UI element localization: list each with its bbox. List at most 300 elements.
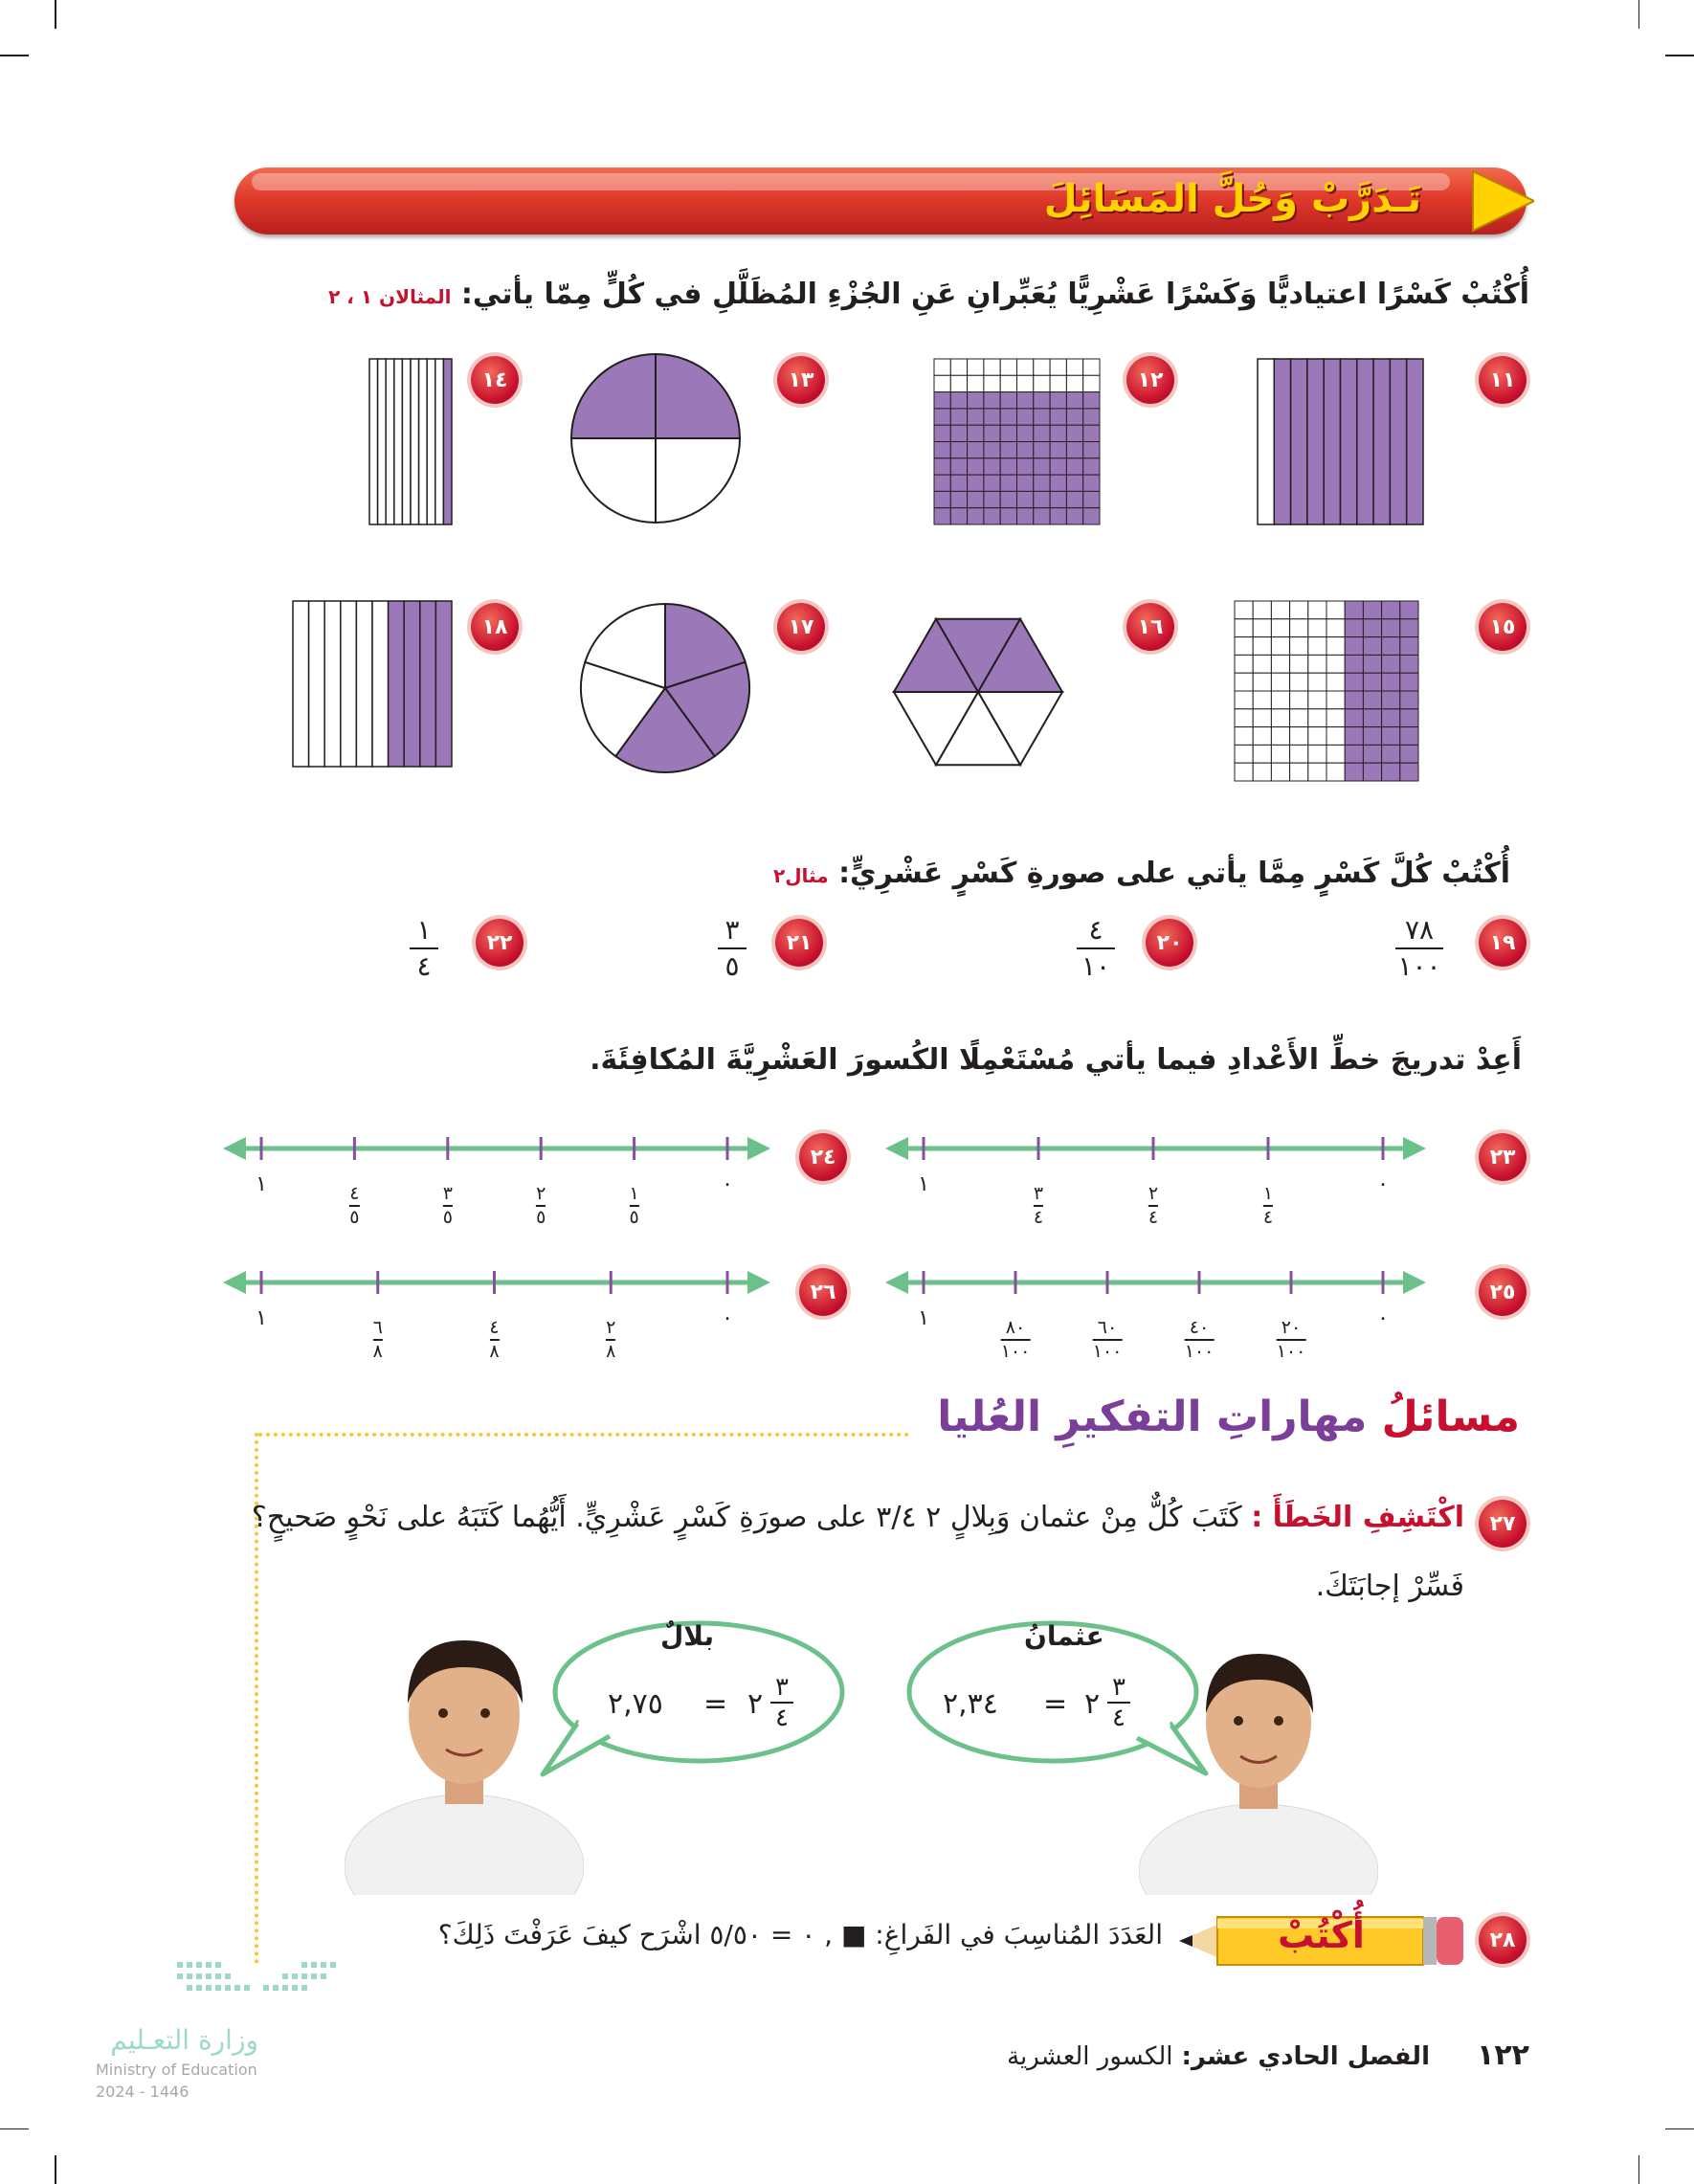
q27-question: كَتَبَ كُلٌّ مِنْ عثمان وَبِلالٍ ٢ ٣/٤ على صورَةِ كَسْرٍ عَشْرِيٍّ. أَيُّهُما كَتَبَهُ على نَحْوٍ صَحيحٍ؟	[251, 1501, 1242, 1534]
grid-cell	[1066, 508, 1082, 524]
equals-sign: =	[1043, 1687, 1068, 1721]
grid-cell	[1363, 619, 1381, 637]
grid-cell	[950, 458, 967, 475]
dotted-guide-line	[258, 1433, 909, 1437]
grid-cell	[1083, 409, 1100, 425]
grid-cell	[1326, 637, 1345, 656]
grid-cell	[968, 392, 984, 409]
grid-cell	[1066, 409, 1082, 425]
grid-cell	[934, 491, 950, 507]
hundreds-grid-shape	[1234, 600, 1419, 782]
grid-cell	[950, 475, 967, 491]
grid-cell	[1382, 673, 1400, 691]
grid-cell	[1253, 709, 1271, 727]
grid-cell	[1066, 392, 1082, 409]
grid-cell	[1308, 637, 1326, 656]
crop-mark	[0, 55, 29, 56]
denominator: ٤	[775, 1704, 789, 1732]
grid-cell	[1382, 655, 1400, 673]
ministry-name-ar: وزارة التعـليم	[110, 2024, 258, 2056]
tick-label-fraction: ١ ٥	[629, 1183, 639, 1228]
grid-cell	[1000, 425, 1016, 441]
grid-cell	[1345, 709, 1363, 727]
tick-label-fraction: ٣ ٥	[442, 1183, 453, 1228]
fraction	[718, 914, 747, 982]
hots-title-b: مهاراتِ التفكيرِ العُليا	[937, 1393, 1368, 1441]
numerator: ٧٨	[1404, 914, 1435, 946]
tick-label-fraction: ٢٠ ١٠٠	[1276, 1317, 1306, 1362]
tenth-strip	[389, 601, 405, 767]
crop-mark	[1638, 2155, 1640, 2184]
grid-cell	[1235, 727, 1253, 746]
tenth-strip	[402, 359, 411, 524]
tenths-strip-shape	[292, 600, 453, 768]
grid-cell	[1363, 745, 1381, 763]
grid-cell	[1290, 727, 1308, 746]
tick-label-one: ١	[256, 1172, 267, 1196]
grid-cell	[1034, 375, 1050, 391]
grid-cell	[1034, 442, 1050, 458]
grid-cell	[1271, 673, 1289, 691]
arrow-right-icon	[1403, 1271, 1426, 1294]
grid-cell	[1235, 601, 1253, 619]
grid-cell	[1308, 619, 1326, 637]
grid-cell	[1253, 619, 1271, 637]
ministry-logo-icon	[177, 1952, 340, 2005]
grid-cell	[1253, 727, 1271, 746]
grid-cell	[1050, 409, 1066, 425]
question-number: ١٧	[777, 603, 825, 651]
grid-cell	[950, 392, 967, 409]
grid-cell	[1345, 637, 1363, 656]
tick-label-one: ١	[918, 1306, 929, 1330]
question-number: ١٣	[777, 356, 825, 404]
instruction-3	[182, 1043, 1522, 1077]
grid-cell	[1271, 601, 1289, 619]
grid-cell	[1235, 745, 1253, 763]
grid-cell	[1290, 691, 1308, 709]
tenth-strip	[1357, 359, 1373, 524]
bubble-name-othman: عثمانُ	[1024, 1620, 1104, 1652]
grid-cell	[968, 409, 984, 425]
tenth-strip	[1407, 359, 1423, 524]
question-number: ٢٧	[1479, 1500, 1527, 1548]
fraction	[410, 914, 438, 982]
grid-cell	[984, 392, 1000, 409]
question-number: ١٨	[471, 603, 519, 651]
grid-cell	[950, 359, 967, 375]
grid-cell	[1382, 709, 1400, 727]
student-illustration-bilal	[345, 1608, 584, 1895]
tenth-strip	[1390, 359, 1406, 524]
grid-cell	[1034, 508, 1050, 524]
tenth-strip	[435, 359, 444, 524]
grid-cell	[1017, 392, 1034, 409]
q27-text2: فَسِّرْ إجابَتَكَ.	[1315, 1570, 1464, 1603]
grid-cell	[984, 425, 1000, 441]
grid-cell	[1050, 508, 1066, 524]
tenth-strip	[1324, 359, 1340, 524]
grid-cell	[1235, 637, 1253, 656]
number-line	[885, 1263, 1426, 1369]
tenth-strip	[369, 359, 378, 524]
grid-cell	[1083, 508, 1100, 524]
grid-cell	[1290, 637, 1308, 656]
grid-cell	[1400, 673, 1418, 691]
denominator: ٤	[416, 950, 432, 982]
question-number: ١٦	[1126, 603, 1174, 651]
grid-cell	[1382, 619, 1400, 637]
grid-cell	[1235, 655, 1253, 673]
grid-cell	[1050, 392, 1066, 409]
tenth-strip	[372, 601, 389, 767]
fraction	[1395, 914, 1443, 982]
grid-cell	[1345, 619, 1363, 637]
grid-cell	[1066, 425, 1082, 441]
grid-cell	[1345, 727, 1363, 746]
tick-label-zero: ٠	[722, 1172, 733, 1196]
tenth-strip	[309, 601, 325, 767]
tenth-strip	[411, 359, 419, 524]
tenth-strip	[324, 601, 341, 767]
grid-cell	[1034, 458, 1050, 475]
grid-cell	[1034, 392, 1050, 409]
grid-cell	[1017, 425, 1034, 441]
grid-cell	[968, 425, 984, 441]
grid-cell	[950, 425, 967, 441]
q27-text	[220, 1501, 1464, 1534]
grid-cell	[1017, 491, 1034, 507]
question-number: ٢٢	[476, 919, 524, 967]
instruction-2-ref: مثال٢	[772, 864, 829, 887]
grid-cell	[1235, 763, 1253, 781]
grid-cell	[1290, 763, 1308, 781]
grid-cell	[1066, 458, 1082, 475]
grid-cell	[1308, 727, 1326, 746]
instruction-1	[189, 278, 1529, 311]
question-number: ٢٤	[799, 1133, 847, 1181]
grid-cell	[1017, 375, 1034, 391]
decimal-value: ٢,٣٤	[943, 1687, 998, 1721]
grid-cell	[1382, 727, 1400, 746]
tick-label-fraction: ٤ ٥	[349, 1183, 360, 1228]
grid-cell	[1290, 619, 1308, 637]
tick-label-fraction: ٣ ٤	[1033, 1183, 1044, 1228]
grid-cell	[1000, 409, 1016, 425]
grid-cell	[1271, 655, 1289, 673]
tick-label-fraction: ٤٠ ١٠٠	[1184, 1317, 1215, 1362]
grid-cell	[1253, 655, 1271, 673]
tick-label-fraction: ١ ٤	[1262, 1183, 1274, 1228]
grid-cell	[1083, 425, 1100, 441]
grid-cell	[1034, 491, 1050, 507]
grid-cell	[1017, 442, 1034, 458]
grid-cell	[1050, 491, 1066, 507]
circle-sector	[656, 354, 740, 438]
grid-cell	[984, 359, 1000, 375]
chapter-label: الفصل الحادي عشر:	[1181, 2042, 1430, 2071]
grid-cell	[1066, 491, 1082, 507]
grid-cell	[1326, 619, 1345, 637]
grid-cell	[1382, 745, 1400, 763]
grid-cell	[1000, 442, 1016, 458]
grid-cell	[1253, 601, 1271, 619]
tenth-strip	[420, 601, 436, 767]
grid-cell	[1290, 655, 1308, 673]
tick-label-fraction: ٤ ٨	[489, 1317, 500, 1362]
grid-cell	[934, 475, 950, 491]
grid-cell	[1034, 425, 1050, 441]
numerator: ٣	[775, 1673, 789, 1702]
whole-number: ٢	[1084, 1687, 1101, 1721]
grid-cell	[1400, 637, 1418, 656]
tenth-strip	[356, 601, 372, 767]
grid-cell	[1050, 458, 1066, 475]
grid-cell	[950, 442, 967, 458]
grid-cell	[1083, 375, 1100, 391]
tenths-strip-shape	[368, 358, 453, 525]
tick-label-fraction: ٢ ٥	[536, 1183, 546, 1228]
grid-cell	[1363, 691, 1381, 709]
grid-cell	[1326, 673, 1345, 691]
grid-cell	[1235, 691, 1253, 709]
grid-cell	[934, 392, 950, 409]
grid-cell	[1034, 359, 1050, 375]
grid-cell	[1290, 709, 1308, 727]
question-number: ٢٥	[1479, 1268, 1527, 1316]
bubble-name-bilal: بلالٌ	[660, 1620, 715, 1652]
crop-mark	[1665, 55, 1694, 56]
footer	[1007, 2039, 1529, 2072]
tenth-strip	[394, 359, 403, 524]
tick-label-one: ١	[918, 1172, 929, 1196]
grid-cell	[1066, 442, 1082, 458]
circle-fifths-shape	[578, 601, 752, 775]
grid-cell	[1308, 601, 1326, 619]
grid-cell	[1400, 709, 1418, 727]
grid-cell	[1345, 745, 1363, 763]
grid-cell	[1000, 491, 1016, 507]
triangle-marker-icon	[1465, 169, 1534, 233]
tick-label-fraction: ٨٠ ١٠٠	[1000, 1317, 1031, 1362]
tick-label-fraction: ٦٠ ١٠٠	[1092, 1317, 1123, 1362]
grid-cell	[1326, 709, 1345, 727]
grid-cell	[1290, 601, 1308, 619]
circle-quarters-shape	[568, 351, 743, 525]
tick-label-zero: ٠	[1377, 1172, 1389, 1196]
instruction-3-text: أَعِدْ تدريجَ خطِّ الأَعْدادِ فيما يأتي مُسْتَعْمِلًا الكُسورَ العَشْرِيَّةَ المُكافِئَةَ.	[590, 1043, 1522, 1077]
grid-cell	[1290, 745, 1308, 763]
grid-cell	[1000, 375, 1016, 391]
grid-cell	[1050, 425, 1066, 441]
tick-label-fraction: ٦ ٨	[372, 1317, 383, 1362]
question-number: ٢٠	[1146, 919, 1193, 967]
banner-title: تَـدَرَّبْ وَحُلَّ المَسَائِلَ	[1043, 177, 1421, 221]
tick-label-fraction: ٢ ٤	[1148, 1183, 1159, 1228]
grid-cell	[968, 458, 984, 475]
question-number: ١٩	[1479, 919, 1527, 967]
tenth-strip	[435, 601, 452, 767]
grid-cell	[1345, 673, 1363, 691]
grid-cell	[1017, 359, 1034, 375]
tenth-strip	[341, 601, 357, 767]
grid-cell	[1034, 409, 1050, 425]
question-number: ١٥	[1479, 603, 1527, 651]
grid-cell	[1083, 359, 1100, 375]
number-line	[885, 1129, 1426, 1235]
grid-cell	[1363, 763, 1381, 781]
grid-cell	[1066, 359, 1082, 375]
grid-cell	[968, 508, 984, 524]
tenth-strip	[1258, 359, 1274, 524]
grid-cell	[1290, 673, 1308, 691]
grid-cell	[1363, 601, 1381, 619]
hundreds-grid-shape	[933, 358, 1101, 525]
arrow-right-icon	[1403, 1137, 1426, 1160]
denominator: ١٠٠	[1397, 950, 1441, 982]
tick-label-fraction: ٢ ٨	[606, 1317, 616, 1362]
grid-cell	[950, 508, 967, 524]
grid-cell	[1363, 655, 1381, 673]
grid-cell	[1034, 475, 1050, 491]
grid-cell	[1050, 442, 1066, 458]
grid-cell	[968, 491, 984, 507]
pencil-label: أُكْتُبْ	[1278, 1914, 1365, 1956]
grid-cell	[950, 375, 967, 391]
grid-cell	[1083, 442, 1100, 458]
tenth-strip	[443, 359, 452, 524]
question-number: ٢٨	[1479, 1916, 1527, 1964]
tenth-strip	[404, 601, 420, 767]
grid-cell	[984, 475, 1000, 491]
grid-cell	[1066, 375, 1082, 391]
tenth-strip	[378, 359, 387, 524]
grid-cell	[1326, 727, 1345, 746]
grid-cell	[968, 442, 984, 458]
tenth-strip	[386, 359, 394, 524]
denominator: ٤	[1112, 1704, 1126, 1732]
grid-cell	[1235, 709, 1253, 727]
bubble-expr-bilal	[608, 1670, 818, 1737]
grid-cell	[950, 409, 967, 425]
arrow-left-icon	[223, 1137, 246, 1160]
arrow-right-icon	[747, 1271, 770, 1294]
grid-cell	[1308, 673, 1326, 691]
grid-cell	[1017, 508, 1034, 524]
grid-cell	[968, 375, 984, 391]
hots-title-a: مسائلُ	[1381, 1393, 1520, 1441]
equals-sign: =	[703, 1687, 728, 1721]
ministry-name-en: Ministry of Education	[96, 2061, 257, 2079]
tick-label-zero: ٠	[1377, 1306, 1389, 1330]
edition-year: 2024 - 1446	[96, 2083, 189, 2101]
crop-mark	[1638, 0, 1640, 29]
question-number: ٢٦	[799, 1268, 847, 1316]
grid-cell	[1066, 475, 1082, 491]
grid-cell	[1000, 359, 1016, 375]
hots-title	[937, 1393, 1520, 1441]
tenths-strip-shape	[1257, 358, 1424, 525]
grid-cell	[934, 359, 950, 375]
grid-cell	[1400, 619, 1418, 637]
grid-cell	[1000, 475, 1016, 491]
arrow-left-icon	[885, 1137, 908, 1160]
grid-cell	[934, 508, 950, 524]
tick-label-one: ١	[256, 1306, 267, 1330]
q28-text: العَدَدَ المُناسِبَ في الفَراغِ: ■ , ٠ = ٥/٥٠ اشْرَح كيفَ عَرَفْتَ ذَلِكَ؟	[437, 1919, 1163, 1950]
grid-cell	[1083, 458, 1100, 475]
grid-cell	[984, 458, 1000, 475]
grid-cell	[1382, 601, 1400, 619]
grid-cell	[984, 491, 1000, 507]
instruction-2	[266, 857, 1510, 890]
grid-cell	[1050, 359, 1066, 375]
grid-cell	[968, 475, 984, 491]
tick-label-zero: ٠	[722, 1306, 733, 1330]
tenth-strip	[1307, 359, 1324, 524]
grid-cell	[1400, 691, 1418, 709]
tenth-strip	[1373, 359, 1390, 524]
grid-cell	[1253, 763, 1271, 781]
grid-cell	[1308, 655, 1326, 673]
question-number: ١٤	[471, 356, 519, 404]
grid-cell	[1345, 601, 1363, 619]
grid-cell	[1326, 745, 1345, 763]
number-line	[223, 1129, 770, 1235]
grid-cell	[1083, 475, 1100, 491]
hexagon-shape	[878, 606, 1079, 778]
grid-cell	[1363, 673, 1381, 691]
grid-cell	[1271, 637, 1289, 656]
grid-cell	[1000, 508, 1016, 524]
grid-cell	[1271, 691, 1289, 709]
grid-cell	[1271, 727, 1289, 746]
tenth-strip	[1274, 359, 1290, 524]
grid-cell	[1253, 691, 1271, 709]
grid-cell	[1083, 392, 1100, 409]
crop-mark	[55, 0, 56, 29]
grid-cell	[1253, 745, 1271, 763]
instruction-2-text: أُكْتُبْ كُلَّ كَسْرٍ مِمَّا يأتي على صورةِ كَسْرٍ عَشْرِيٍّ:	[838, 857, 1510, 890]
grid-cell	[1400, 745, 1418, 763]
grid-cell	[968, 359, 984, 375]
grid-cell	[1083, 491, 1100, 507]
grid-cell	[1271, 709, 1289, 727]
grid-cell	[984, 375, 1000, 391]
whole-number: ٢	[747, 1687, 764, 1721]
grid-cell	[1050, 475, 1066, 491]
grid-cell	[1400, 763, 1418, 781]
grid-cell	[1345, 763, 1363, 781]
denominator: ١٠	[1081, 950, 1111, 982]
grid-cell	[1000, 458, 1016, 475]
grid-cell	[1326, 691, 1345, 709]
grid-cell	[1271, 619, 1289, 637]
grid-cell	[934, 409, 950, 425]
grid-cell	[1253, 637, 1271, 656]
question-number: ١١	[1479, 356, 1527, 404]
bubble-expr-othman	[943, 1670, 1153, 1737]
instruction-1-text: أُكْتُبْ كَسْرًا اعتياديًّا وَكَسْرًا عَشْرِيًّا يُعَبِّرانِ عَنِ الجُزْءِ المُظَلَّلِ في كُلٍّ مِمّا يأتي:	[460, 278, 1529, 311]
grid-cell	[1271, 763, 1289, 781]
grid-cell	[1326, 763, 1345, 781]
grid-cell	[1308, 763, 1326, 781]
tenth-strip	[1341, 359, 1357, 524]
section-banner	[234, 167, 1527, 234]
grid-cell	[1345, 655, 1363, 673]
grid-cell	[1326, 601, 1345, 619]
arrow-left-icon	[885, 1271, 908, 1294]
